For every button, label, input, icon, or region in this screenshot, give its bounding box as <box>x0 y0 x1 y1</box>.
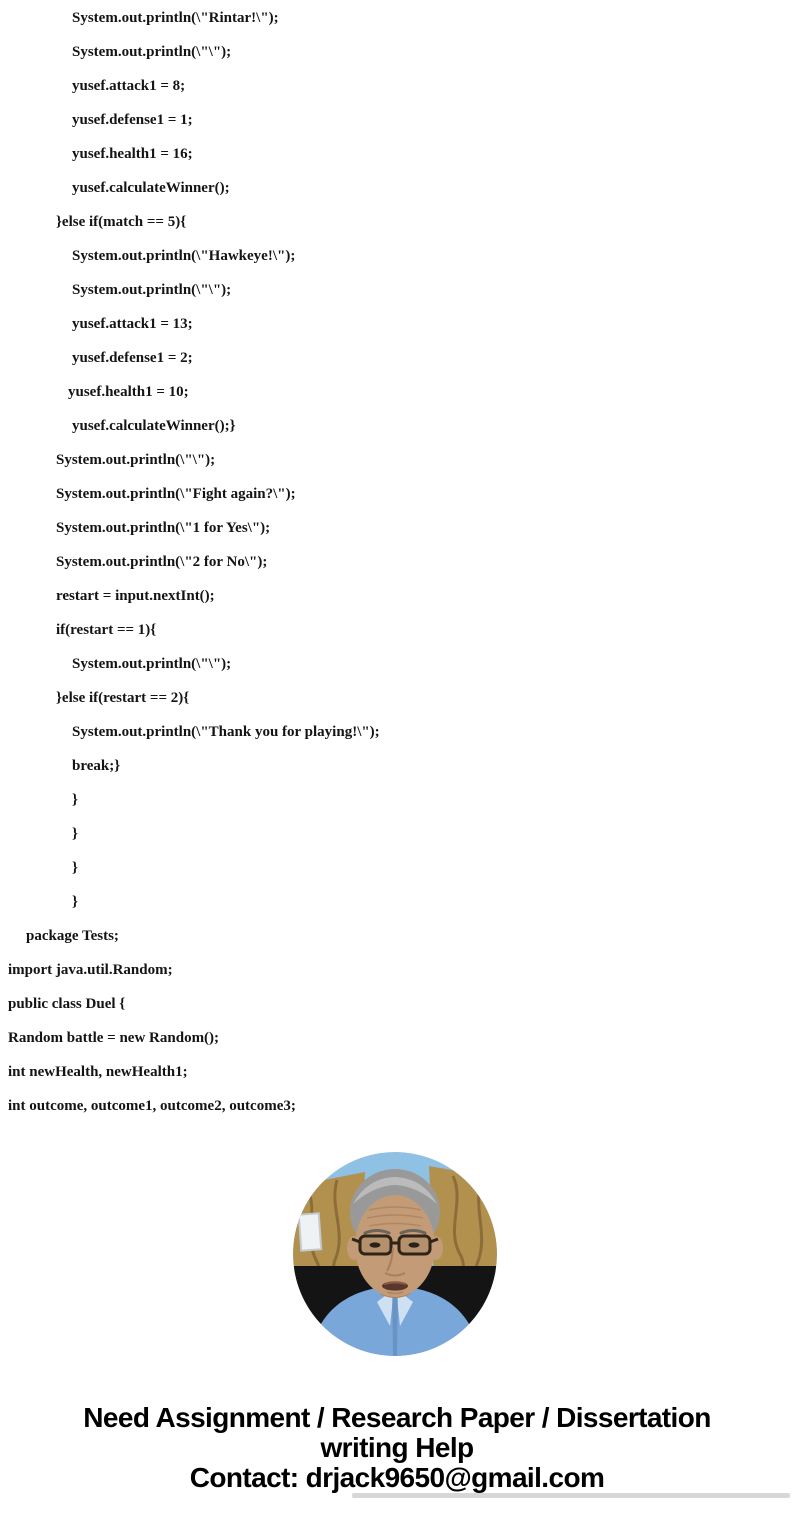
code-line: System.out.println(\"\"); <box>56 452 216 468</box>
code-line: } <box>72 860 78 876</box>
code-line: System.out.println(\"2 for No\"); <box>56 554 268 570</box>
code-line: break;} <box>72 758 121 774</box>
code-line: System.out.println(\"Rintar!\"); <box>72 10 279 26</box>
code-line: yusef.calculateWinner(); <box>72 180 230 196</box>
code-line: } <box>72 792 78 808</box>
code-line: yusef.defense1 = 2; <box>72 350 193 366</box>
code-line: public class Duel { <box>8 996 126 1012</box>
code-line: } <box>72 826 78 842</box>
footer-line: writing Help <box>320 1432 474 1463</box>
code-line: yusef.attack1 = 13; <box>72 316 193 332</box>
code-line: System.out.println(\"\"); <box>72 656 232 672</box>
code-line: } <box>72 894 78 910</box>
footer-line: Contact: drjack9650@gmail.com <box>189 1462 605 1493</box>
code-line: restart = input.nextInt(); <box>56 588 215 604</box>
footer-headline <box>0 1403 794 1493</box>
code-line: int outcome, outcome1, outcome2, outcome3; <box>8 1098 296 1114</box>
code-line: System.out.println(\"1 for Yes\"); <box>56 520 271 536</box>
presenter-photo <box>293 1152 497 1356</box>
code-line: yusef.calculateWinner();} <box>72 418 236 434</box>
code-line: import java.util.Random; <box>8 962 173 978</box>
code-line: yusef.defense1 = 1; <box>72 112 193 128</box>
code-listing <box>0 1 794 1123</box>
code-line: yusef.attack1 = 8; <box>72 78 186 94</box>
code-line: }else if(match == 5){ <box>56 214 187 230</box>
footer-line: Need Assignment / Research Paper / Dissertation <box>83 1402 711 1433</box>
photo-wall-frame <box>299 1213 321 1250</box>
code-line: if(restart == 1){ <box>56 622 157 638</box>
code-line: yusef.health1 = 10; <box>68 384 189 400</box>
code-line: yusef.health1 = 16; <box>72 146 193 162</box>
code-line: Random battle = new Random(); <box>8 1030 220 1046</box>
presenter-avatar <box>293 1152 497 1356</box>
code-line: int newHealth, newHealth1; <box>8 1064 188 1080</box>
code-line: package Tests; <box>26 928 119 944</box>
code-line: }else if(restart == 2){ <box>56 690 190 706</box>
code-line: System.out.println(\"Thank you for playing!\"); <box>72 724 380 740</box>
code-line: System.out.println(\"Hawkeye!\"); <box>72 248 296 264</box>
code-line: System.out.println(\"\"); <box>72 282 232 298</box>
code-line: System.out.println(\"Fight again?\"); <box>56 486 296 502</box>
code-line: System.out.println(\"\"); <box>72 44 232 60</box>
bottom-divider <box>352 1493 790 1498</box>
